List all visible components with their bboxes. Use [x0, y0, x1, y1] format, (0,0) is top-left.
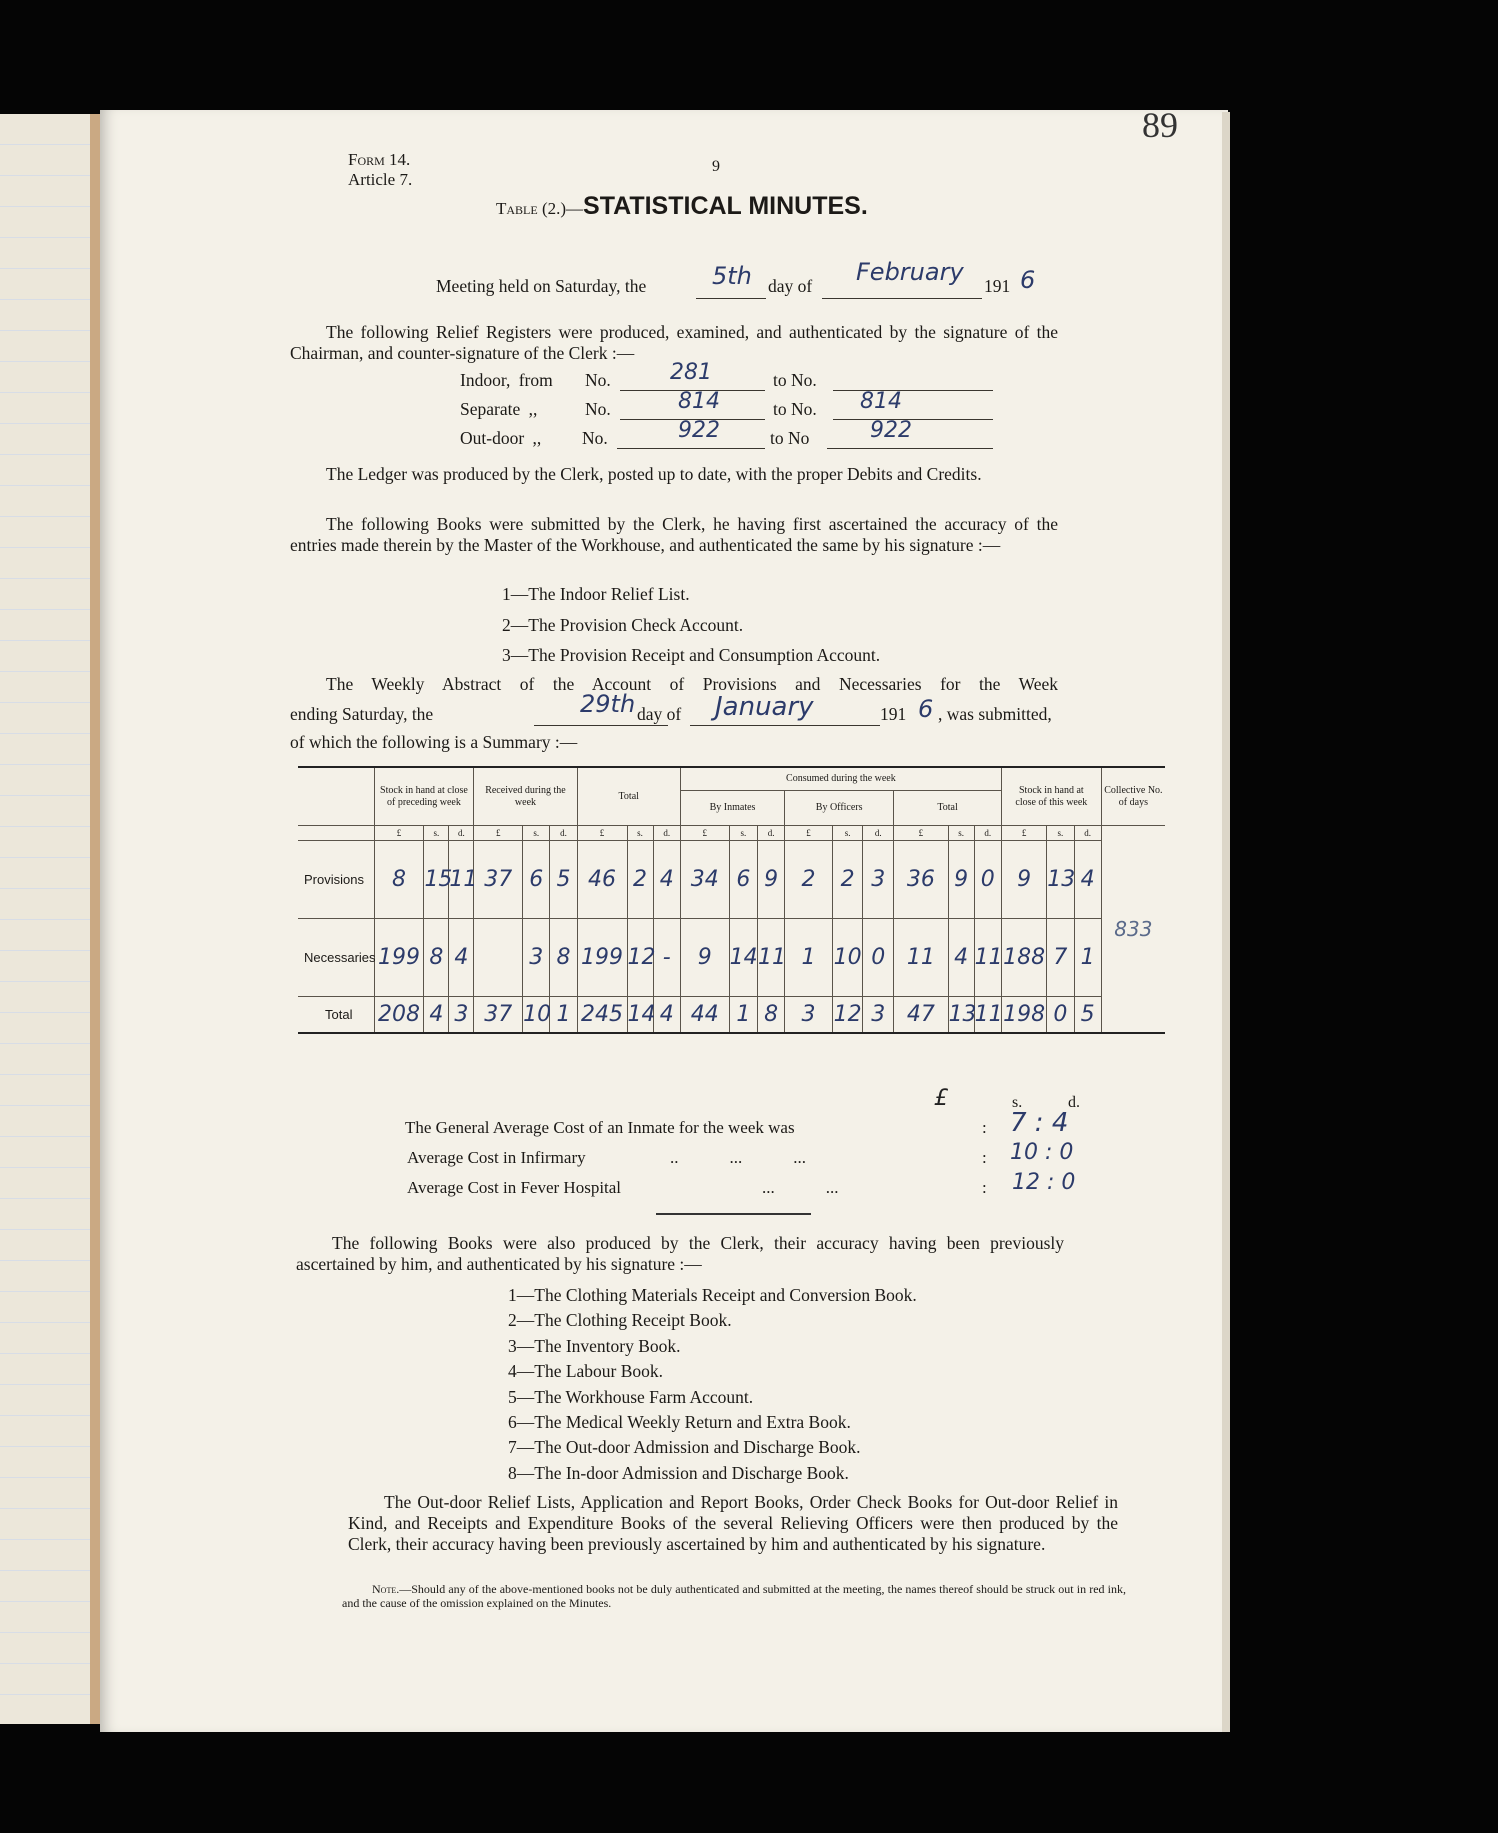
register-to-label: to No.: [773, 399, 817, 419]
unit-pound: £: [1001, 826, 1046, 841]
table-row-provisions: [298, 841, 1165, 919]
table-cell: 199: [577, 919, 627, 997]
table-cell: 11: [974, 997, 1001, 1033]
divider: [656, 1213, 811, 1215]
table-cell: 4: [449, 919, 474, 997]
table-cell: 2: [832, 841, 863, 919]
averages-pound-head: £: [934, 1086, 948, 1111]
unit-pound: £: [577, 826, 627, 841]
table-cell: 2: [785, 841, 833, 919]
table-cell: 1: [550, 997, 577, 1033]
table-cell: 199: [374, 919, 424, 997]
register-from: 814: [678, 389, 720, 414]
unit-pound: £: [680, 826, 729, 841]
meeting-day-word: day of: [768, 276, 813, 296]
unit-pence: d.: [1074, 826, 1101, 841]
unit-shilling: s.: [729, 826, 757, 841]
by-inmates-header: By Inmates: [680, 791, 784, 826]
table-cell: 6: [729, 841, 757, 919]
table-cell: 15: [424, 841, 449, 919]
unit-pence: d.: [653, 826, 680, 841]
unit-shilling: s.: [948, 826, 974, 841]
table-cell: 5: [1074, 997, 1101, 1033]
abstract-ending-prefix: ending Saturday, the: [290, 704, 434, 724]
table-cell: 4: [948, 919, 974, 997]
table-cell: 47: [894, 997, 948, 1033]
averages-shilling-head: s.: [1012, 1094, 1023, 1111]
unit-pound: £: [894, 826, 948, 841]
abstract-line-1: The Weekly Abstract of the Account of Provisions and Necessaries for the Week: [326, 674, 1058, 694]
abstract-day-word: day of: [637, 704, 682, 724]
stock-end-header: Stock in hand at close of this week: [1001, 767, 1101, 826]
list-item: 8—The In-door Admission and Discharge Book.: [508, 1463, 849, 1483]
table-cell: 208: [374, 997, 424, 1033]
total-header: Total: [577, 767, 680, 826]
table-cell: 9: [680, 919, 729, 997]
table-cell: 34: [680, 841, 729, 919]
table-cell: 12: [627, 919, 653, 997]
average-dots: .. ... ...: [670, 1148, 806, 1167]
row-label: Total: [298, 997, 374, 1033]
table-cell: 4: [653, 841, 680, 919]
footnote-text: —Should any of the above-mentioned books not be duly authenticated and submitted at the meeting, the names thereof should be struck out in red ink, and the cause of the omission explained on the Minutes.: [342, 1582, 1126, 1610]
table-cell: 1: [1074, 919, 1101, 997]
average-colon: :: [982, 1118, 987, 1137]
registers-intro: The following Relief Registers were produced, examined, and authenticated by the signature of the Chairman, and counter-signature of the Clerk :—: [290, 322, 1058, 363]
abstract-suffix: , was submitted,: [938, 704, 1052, 724]
unit-pence: d.: [974, 826, 1001, 841]
table-cell: 8: [374, 841, 424, 919]
footnote-label: Note.: [372, 1582, 400, 1596]
register-no-label: No.: [585, 399, 611, 419]
ledger-text: The Ledger was produced by the Clerk, posted up to date, with the proper Debits and Credits.: [326, 464, 982, 484]
table-cell: 14: [729, 919, 757, 997]
row-label-header: [298, 767, 374, 826]
page-heading: [496, 192, 868, 221]
unit-shilling: s.: [832, 826, 863, 841]
units-row: [298, 826, 1165, 841]
table-cell: 3: [523, 919, 550, 997]
list-item: 6—The Medical Weekly Return and Extra Book.: [508, 1412, 851, 1432]
books-intro: The following Books were submitted by the Clerk, he having first ascertained the accuracy of the entries made therein by the Master of the Workhouse, and authenticated the same by his signature :—: [290, 514, 1058, 555]
collective-days: [1101, 826, 1165, 1033]
table-cell: 9: [948, 841, 974, 919]
table-cell: 8: [424, 919, 449, 997]
table-cell: 3: [863, 997, 894, 1033]
average-colon: :: [982, 1148, 987, 1167]
table-cell: 4: [653, 997, 680, 1033]
table-cell: 8: [758, 997, 785, 1033]
table-cell: 44: [680, 997, 729, 1033]
unit-pence: d.: [863, 826, 894, 841]
page-edge: [1222, 112, 1230, 1732]
list-item: 5—The Workhouse Farm Account.: [508, 1387, 754, 1407]
table-cell: 198: [1001, 997, 1046, 1033]
table-cell: 0: [1047, 997, 1074, 1033]
average-label: Average Cost in Fever Hospital: [407, 1178, 622, 1197]
unit-shilling: s.: [523, 826, 550, 841]
unit-pound: £: [785, 826, 833, 841]
register-no-label: No.: [585, 370, 611, 390]
table-cell: 6: [523, 841, 550, 919]
average-label: The General Average Cost of an Inmate for the week was: [405, 1118, 795, 1137]
unit-pound: £: [374, 826, 424, 841]
unit-pence: d.: [758, 826, 785, 841]
table-cell: 5: [550, 841, 577, 919]
register-from: 281: [670, 360, 712, 385]
row-label: Provisions: [298, 841, 374, 919]
abstract-line-3: of which the following is a Summary :—: [290, 732, 578, 752]
table-cell: 188: [1001, 919, 1046, 997]
abstract-day: 29th: [580, 690, 636, 718]
table-cell: 37: [474, 997, 523, 1033]
abstract-year-digit: 6: [918, 695, 934, 723]
received-header: Received during the week: [474, 767, 577, 826]
table-cell: 11: [758, 919, 785, 997]
table-cell: 36: [894, 841, 948, 919]
unit-pence: d.: [550, 826, 577, 841]
stock-start-header: Stock in hand at close of preceding week: [374, 767, 474, 826]
table-cell: 3: [863, 841, 894, 919]
meeting-month: February: [856, 258, 964, 286]
register-no-label: No.: [582, 428, 608, 448]
unit-pence: d.: [449, 826, 474, 841]
table-cell: 0: [974, 841, 1001, 919]
register-label: Separate ,,: [460, 399, 538, 419]
table-cell: 11: [894, 919, 948, 997]
collective-days-value: 833: [1114, 916, 1153, 941]
abstract-month: January: [715, 692, 814, 722]
table-cell: 3: [449, 997, 474, 1033]
register-to-label: to No.: [773, 370, 817, 390]
list-item: 2—The Clothing Receipt Book.: [508, 1310, 732, 1330]
list-item: 2—The Provision Check Account.: [502, 615, 744, 635]
table-cell: 4: [1074, 841, 1101, 919]
average-value: 7 : 4: [1010, 1108, 1069, 1138]
average-value: 12 : 0: [1012, 1170, 1076, 1195]
list-item: 3—The Provision Receipt and Consumption Account.: [502, 645, 881, 665]
table-cell: 10: [523, 997, 550, 1033]
list-item: 1—The Clothing Materials Receipt and Conversion Book.: [508, 1285, 917, 1305]
collective-header: Collective No. of days: [1101, 767, 1165, 826]
table-cell: 13: [948, 997, 974, 1033]
abstract-year-prefix: 191: [880, 704, 907, 724]
average-dots: ... ...: [762, 1178, 839, 1197]
register-from: 922: [678, 418, 720, 443]
average-value: 10 : 0: [1010, 1140, 1074, 1165]
table-cell: [474, 919, 523, 997]
meeting-year-prefix: 191: [984, 276, 1011, 296]
also-books-intro: The following Books were also produced by the Clerk, their accuracy having been previously ascertained by him, and authenticated by his signature :—: [296, 1233, 1064, 1274]
article-label: Article 7.: [348, 170, 413, 189]
list-item: 1—The Indoor Relief List.: [502, 584, 690, 604]
document-page: [100, 105, 1228, 1732]
table-cell: 1: [729, 997, 757, 1033]
meeting-prefix: Meeting held on Saturday, the: [436, 276, 647, 296]
table-cell: 8: [550, 919, 577, 997]
table-cell: 13: [1047, 841, 1074, 919]
average-colon: :: [982, 1178, 987, 1197]
unit-shilling: s.: [1047, 826, 1074, 841]
table-cell: 14: [627, 997, 653, 1033]
table-cell: 11: [974, 919, 1001, 997]
meeting-day: 5th: [712, 262, 752, 290]
table-cell: 9: [1001, 841, 1046, 919]
table-cell: 2: [627, 841, 653, 919]
table-cell: 37: [474, 841, 523, 919]
table-cell: 11: [449, 841, 474, 919]
page-number: 89: [1142, 105, 1178, 145]
table-cell: 46: [577, 841, 627, 919]
table-row-necessaries: [298, 919, 1165, 997]
table-cell: 245: [577, 997, 627, 1033]
summary-table: [298, 766, 1165, 1034]
table-cell: 0: [863, 919, 894, 997]
left-page-edge: [90, 114, 100, 1724]
register-label: Indoor, from: [460, 370, 553, 390]
form-label: Form 14.: [348, 150, 411, 169]
table-label: Table (2.)—: [496, 199, 584, 218]
register-to: 922: [870, 418, 912, 443]
table-cell: 7: [1047, 919, 1074, 997]
consumed-total-header: Total: [894, 791, 1002, 826]
table-cell: 10: [832, 919, 863, 997]
table-cell: 1: [785, 919, 833, 997]
unit-shilling: s.: [627, 826, 653, 841]
table-cell: 12: [832, 997, 863, 1033]
table-cell: 3: [785, 997, 833, 1033]
meeting-year-digit: 6: [1020, 266, 1036, 294]
register-to-label: to No: [770, 428, 810, 448]
outdoor-books-text: The Out-door Relief Lists, Application and Report Books, Order Check Books for Out-door Relief in Kind, and Receipts and Expenditure Books of the several Relieving Officers were then produced by the Clerk, their accuracy having been previously ascertained by him and authenticated by his signature.: [348, 1492, 1118, 1554]
list-item: 3—The Inventory Book.: [508, 1336, 681, 1356]
row-label: Necessaries: [298, 919, 374, 997]
list-item: 4—The Labour Book.: [508, 1361, 664, 1381]
consumed-header: Consumed during the week: [680, 767, 1001, 791]
table-cell: -: [653, 919, 680, 997]
unit-pound: £: [474, 826, 523, 841]
left-page: [0, 114, 90, 1724]
table-row-total: [298, 997, 1165, 1033]
table-cell: 4: [424, 997, 449, 1033]
register-to: 814: [860, 389, 902, 414]
list-item: 7—The Out-door Admission and Discharge Book.: [508, 1437, 861, 1457]
unit-shilling: s.: [424, 826, 449, 841]
page-title: STATISTICAL MINUTES.: [583, 192, 868, 220]
printed-page-number: 9: [712, 158, 720, 175]
average-label: Average Cost in Infirmary: [407, 1148, 586, 1167]
register-label: Out-door ,,: [460, 428, 542, 448]
table-cell: 9: [758, 841, 785, 919]
averages-pence-head: d.: [1068, 1094, 1080, 1111]
by-officers-header: By Officers: [785, 791, 894, 826]
footnote: [342, 1582, 1126, 1610]
